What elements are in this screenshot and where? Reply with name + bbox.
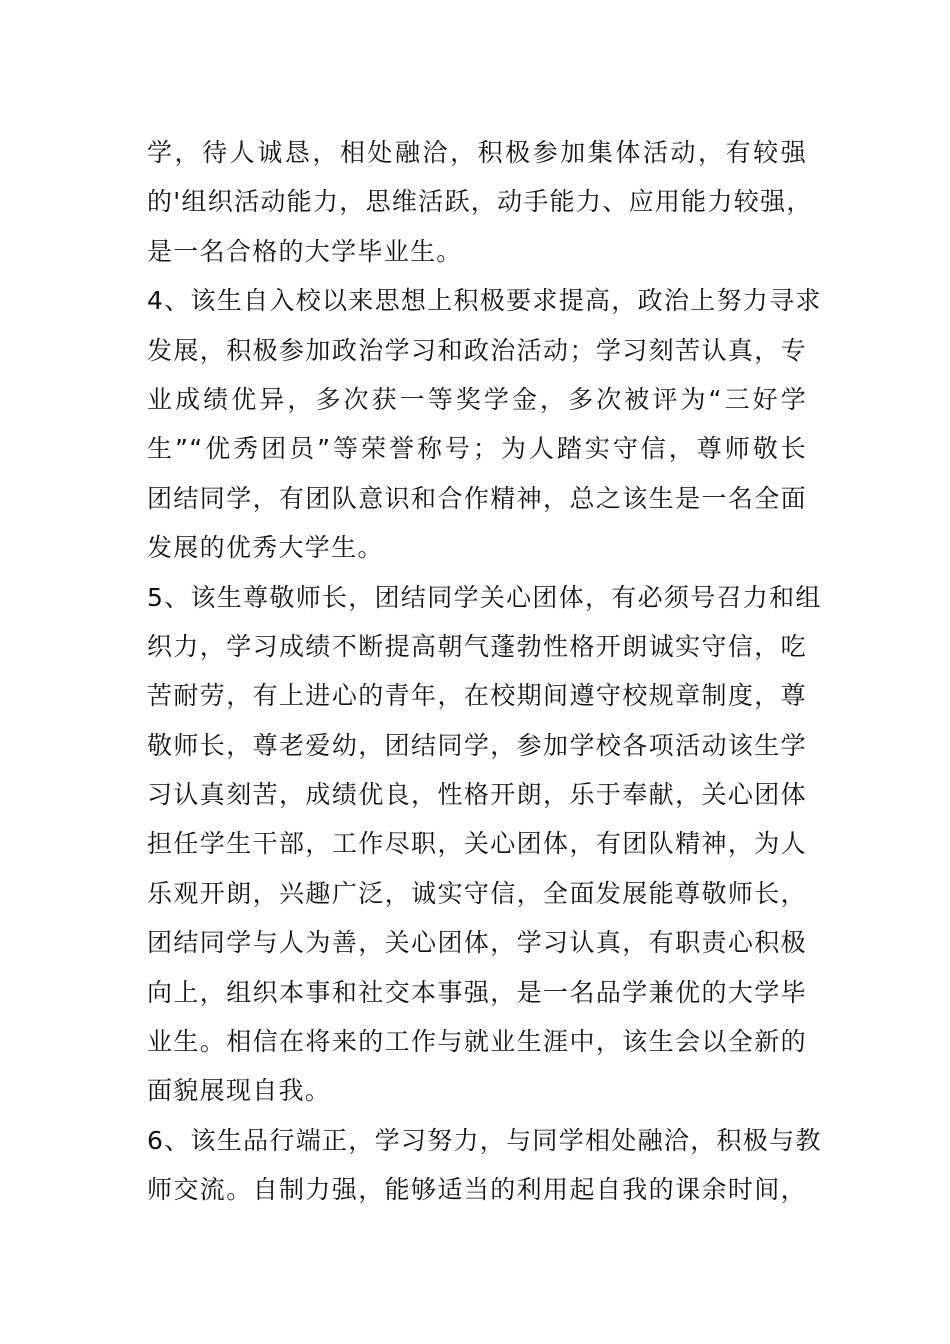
text-line: 师交流。自制力强，能够适当的利用起自我的课余时间， <box>147 1175 807 1205</box>
text-line: 苦耐劳，有上进心的青年，在校期间遵守校规章制度，尊 <box>147 681 807 711</box>
text-line: 团结同学与人为善，关心团体，学习认真，有职责心积极 <box>147 928 807 958</box>
text-line: 的'组织活动能力，思维活跃，动手能力、应用能力较强， <box>147 187 813 217</box>
text-line: 业生。相信在将来的工作与就业生涯中，该生会以全新的 <box>147 1027 807 1057</box>
text-line: 是一名合格的大学毕业生。 <box>147 236 463 266</box>
text-line: 习认真刻苦，成绩优良，性格开朗，乐于奉献，关心团体 <box>147 780 807 810</box>
text-line: 担任学生干部，工作尽职，关心团体，有团队精神，为人 <box>147 829 807 859</box>
text-line: 面貌展现自我。 <box>147 1076 332 1106</box>
text-line: 团结同学，有团队意识和合作精神，总之该生是一名全面 <box>147 483 807 513</box>
text-line: 4、该生自入校以来思想上积极要求提高，政治上努力寻求 <box>147 286 822 316</box>
text-line: 乐观开朗，兴趣广泛，诚实守信，全面发展能尊敬师长， <box>147 878 807 908</box>
text-line: 生”“优秀团员”等荣誉称号；为人踏实守信，尊师敬长 <box>147 434 807 464</box>
text-line: 发展，积极参加政治学习和政治活动；学习刻苦认真，专 <box>147 335 807 365</box>
text-line: 向上，组织本事和社交本事强，是一名品学兼优的大学毕 <box>147 977 807 1007</box>
text-line: 5、该生尊敬师长，团结同学关心团体，有必须号召力和组 <box>147 582 822 612</box>
document-body <box>147 128 822 1215</box>
text-line: 敬师长，尊老爱幼，团结同学，参加学校各项活动该生学 <box>147 730 807 760</box>
text-line: 学，待人诚恳，相处融洽，积极参加集体活动，有较强 <box>147 138 807 167</box>
text-line: 6、该生品行端正，学习努力，与同学相处融洽，积极与教 <box>147 1125 822 1155</box>
text-line: 织力，学习成绩不断提高朝气蓬勃性格开朗诚实守信，吃 <box>147 631 807 661</box>
text-line: 业成绩优异，多次获一等奖学金，多次被评为“三好学 <box>147 384 807 414</box>
text-line: 发展的优秀大学生。 <box>147 533 384 563</box>
